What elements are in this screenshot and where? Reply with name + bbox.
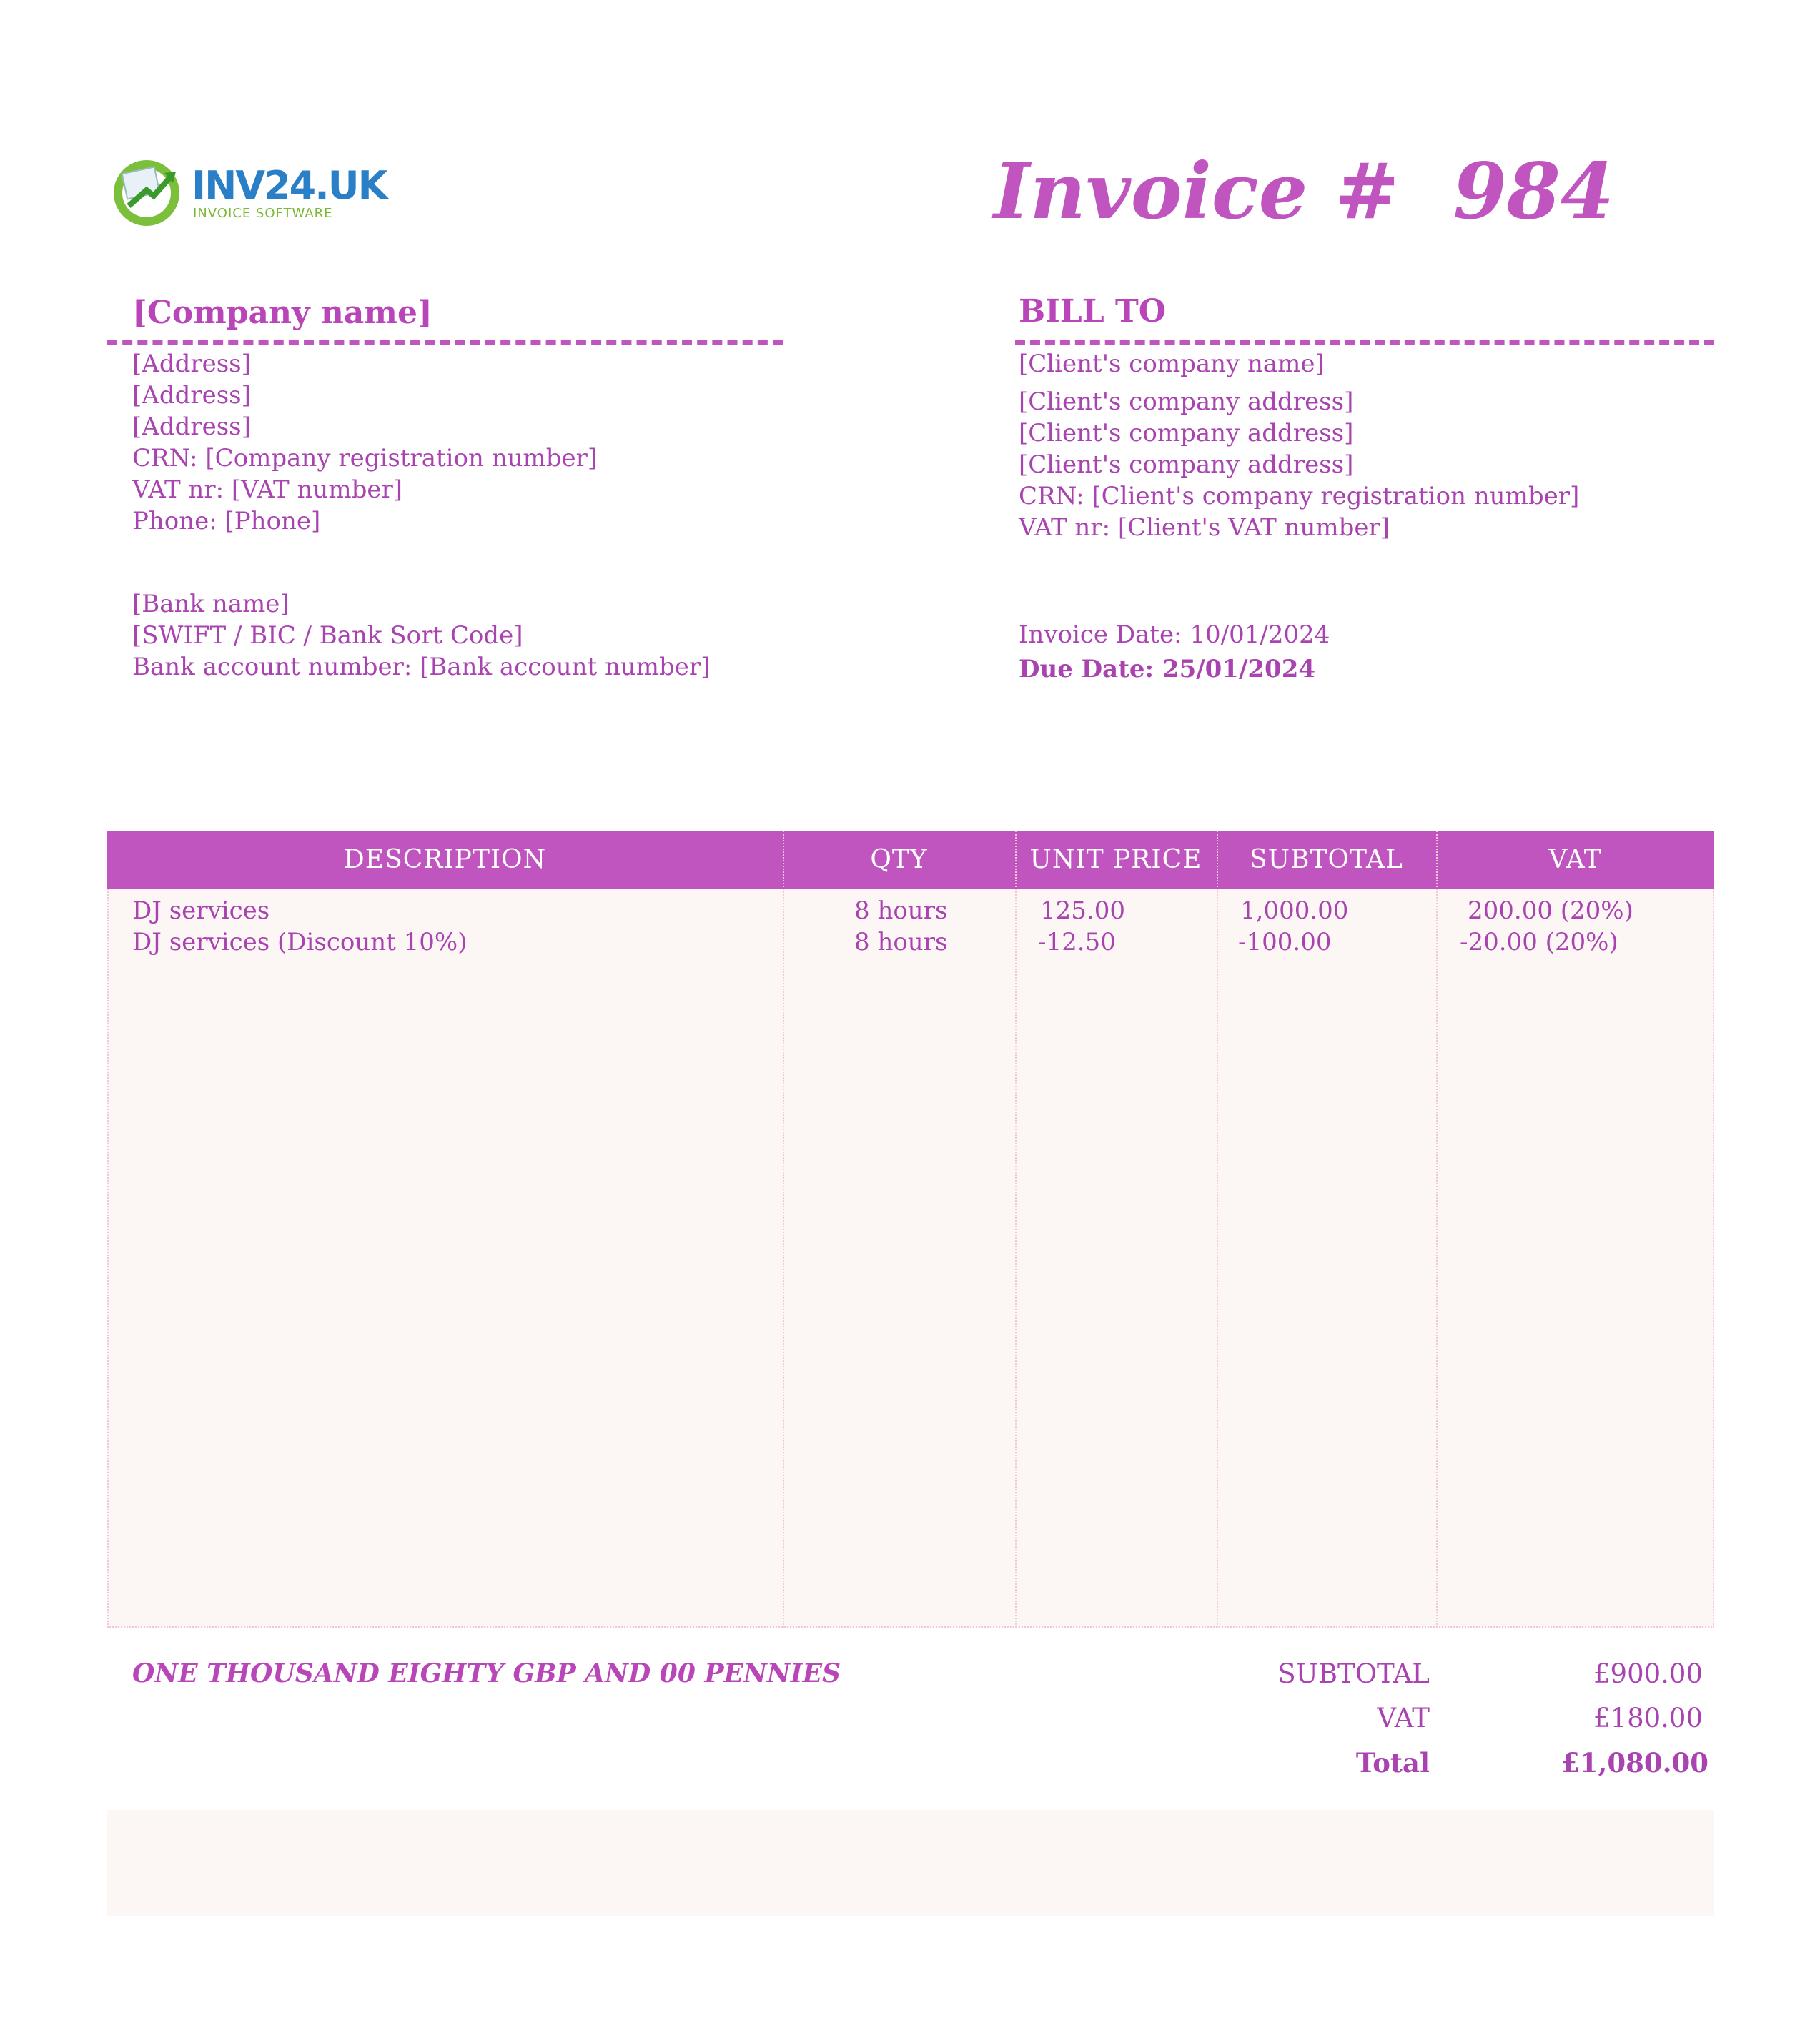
header-description: DESCRIPTION [343,845,547,874]
client-company-name: [Client's company name] [1019,350,1325,378]
logo-name: INV24.UK [192,163,387,208]
row-2-description: DJ services (Discount 10%) [132,928,468,956]
client-crn: CRN: [Client's company registration number] [1019,482,1580,510]
row-1-unit-price: 125.00 [1040,896,1125,925]
client-vat: VAT nr: [Client's VAT number] [1019,513,1390,542]
client-address-1: [Client's company address] [1019,387,1354,416]
bill-to-divider [1015,340,1714,345]
items-table-header [107,831,1714,889]
column-divider [783,831,784,1628]
bank-account: Bank account number: [Bank account number] [132,653,711,681]
logo-tagline: INVOICE SOFTWARE [193,206,333,221]
total-label: Total [1355,1747,1430,1779]
seller-phone: Phone: [Phone] [132,507,321,535]
header-vat: VAT [1548,845,1602,874]
client-address-3: [Client's company address] [1019,450,1354,479]
subtotal-label: SUBTOTAL [1277,1658,1430,1689]
header-qty: QTY [870,845,928,874]
total-value: £1,080.00 [1561,1747,1708,1779]
column-divider [1015,831,1017,1628]
vat-value: £180.00 [1593,1703,1703,1733]
seller-address-2: [Address] [132,381,251,410]
bill-to-heading: BILL TO [1019,293,1167,330]
row-1-vat: 200.00 (20%) [1468,896,1633,925]
bank-name: [Bank name] [132,590,290,618]
row-2-unit-price: -12.50 [1038,928,1116,956]
amount-in-words: ONE THOUSAND EIGHTY GBP AND 00 PENNIES [132,1658,841,1688]
vat-label: VAT [1377,1703,1430,1733]
column-divider [1436,831,1438,1628]
row-1-subtotal: 1,000.00 [1240,896,1349,925]
seller-company-name: [Company name] [132,295,432,331]
invoice-date: Invoice Date: 10/01/2024 [1019,620,1330,649]
seller-address-3: [Address] [132,412,251,441]
row-2-subtotal: -100.00 [1238,928,1332,956]
row-2-vat: -20.00 (20%) [1460,928,1618,956]
seller-address-1: [Address] [132,350,251,378]
notes-box [107,1810,1714,1916]
invoice-title: Invoice # 984 [994,147,1615,237]
bank-swift: [SWIFT / BIC / Bank Sort Code] [132,621,523,650]
header-unit-price: UNIT PRICE [1029,845,1202,874]
seller-crn: CRN: [Company registration number] [132,444,598,473]
subtotal-value: £900.00 [1593,1658,1703,1689]
seller-vat: VAT nr: [VAT number] [132,475,402,504]
seller-divider [107,340,783,345]
column-divider [1217,831,1218,1628]
row-1-description: DJ services [132,896,270,925]
row-2-qty: 8 hours [854,928,948,956]
due-date: Due Date: 25/01/2024 [1019,655,1316,683]
row-1-qty: 8 hours [854,896,948,925]
client-address-2: [Client's company address] [1019,419,1354,447]
header-subtotal: SUBTOTAL [1250,845,1403,874]
